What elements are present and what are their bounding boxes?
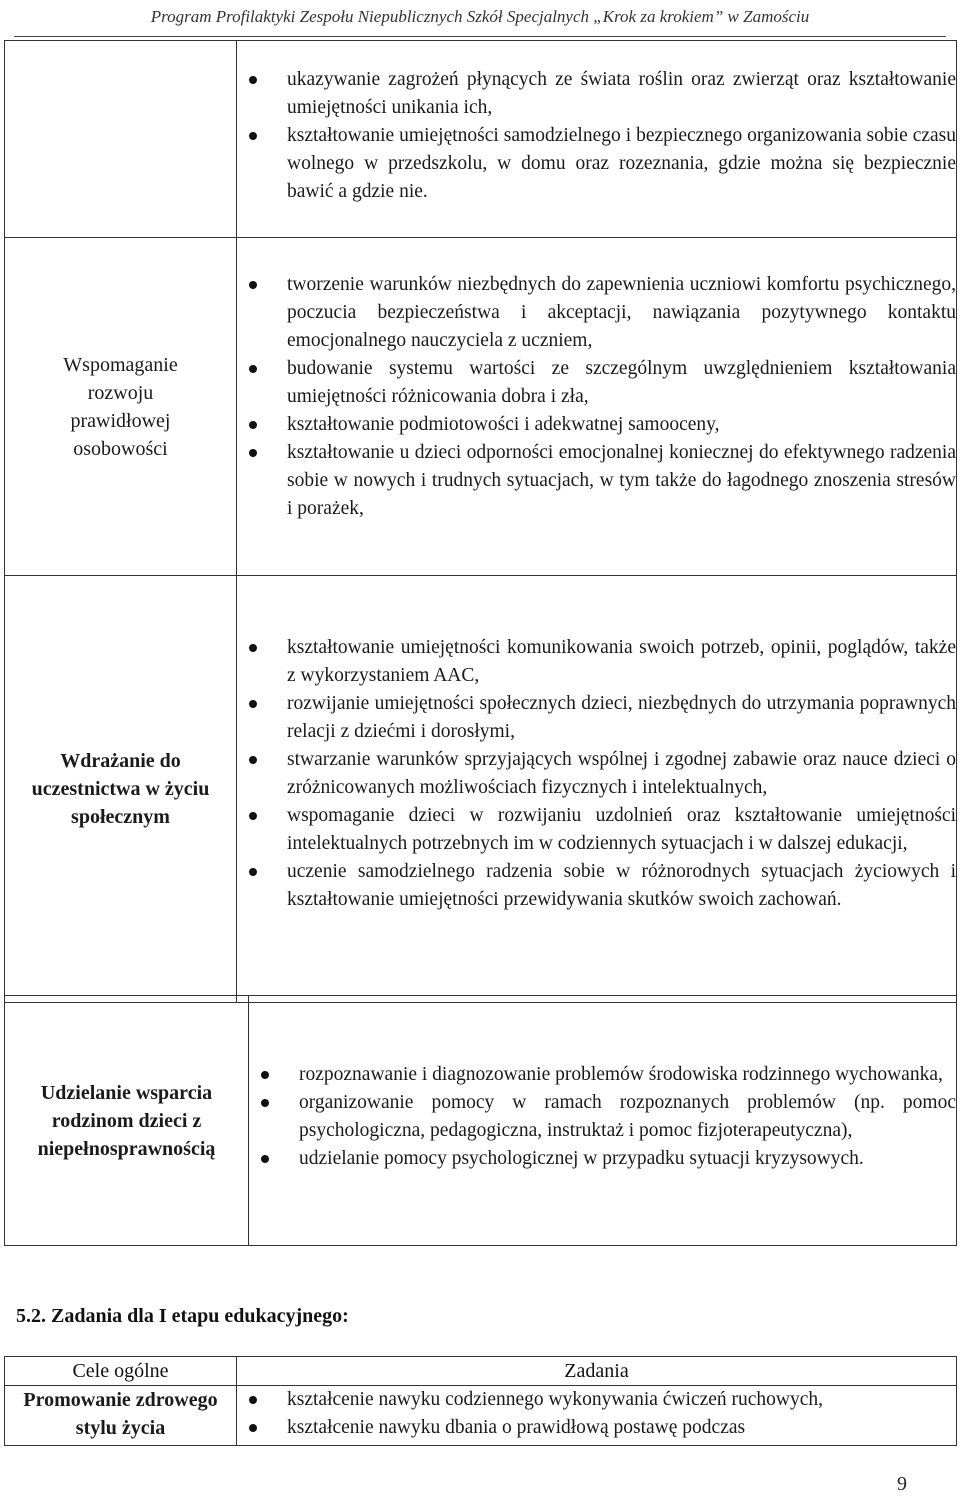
row-label-family: Udzielanie wsparcia rodzinom dzieci z niepełnosprawnością — [5, 996, 249, 1246]
row-label-social: Wdrażanie do uczestnictwa w życiu społecznym — [5, 576, 237, 1003]
bullet-icon — [261, 1155, 269, 1163]
bullet-icon — [249, 868, 257, 876]
table-row — [5, 996, 957, 1246]
table-row — [5, 238, 957, 576]
list-item: rozpoznawanie i diagnozowanie problemów środowiska rodzinnego wychowanka, — [249, 1061, 956, 1089]
bullet-icon — [261, 1071, 269, 1079]
table-row — [5, 576, 957, 1003]
column-header-goals: Cele ogólne — [5, 1357, 237, 1386]
goals-table-1 — [4, 40, 957, 1003]
bullet-icon — [249, 812, 257, 820]
row-tasks — [237, 238, 957, 576]
bullet-icon — [249, 365, 257, 373]
list-item: stwarzanie warunków sprzyjających wspólnej i zgodnej zabawie oraz nauce dzieci o zróżnicowanych możliwościach fizycznych i intelektualnych, — [237, 746, 956, 802]
list-item: uczenie samodzielnego radzenia sobie w różnorodnych sytuacjach życiowych i kształtowanie umiejętności przewidywania skutków swoich zachowań. — [237, 858, 956, 914]
list-item: kształtowanie u dzieci odporności emocjonalnej koniecznej do efektywnego radzenia sobie w nowych i trudnych sytuacjach, w tym także do łagodnego znoszenia stresów i porażek, — [237, 439, 956, 523]
list-item: kształcenie nawyku dbania o prawidłową postawę podczas — [237, 1414, 956, 1442]
row-label-personality: Wspomaganie rozwoju prawidłowej osobowości — [5, 238, 237, 576]
row-tasks — [249, 996, 957, 1246]
row-tasks — [237, 1386, 957, 1446]
list-item: rozwijanie umiejętności społecznych dzieci, niezbędnych do utrzymania poprawnych relacji z dziećmi i dorosłymi, — [237, 690, 956, 746]
list-item: kształtowanie umiejętności samodzielnego i bezpiecznego organizowania sobie czasu wolnego w przedszkolu, w domu oraz rozeznania, gdzie można się bezpiecznie bawić a gdzie nie. — [237, 122, 956, 206]
bullet-icon — [249, 281, 257, 289]
bullet-icon — [249, 644, 257, 652]
bullet-icon — [249, 1396, 257, 1404]
table-header-row — [5, 1357, 957, 1386]
list-item: kształcenie nawyku codziennego wykonywania ćwiczeń ruchowych, — [237, 1386, 956, 1414]
row-label-health: Promowanie zdrowego stylu życia — [5, 1386, 237, 1446]
page-header: Program Profilaktyki Zespołu Niepublicznych Szkół Specjalnych „Krok za krokiem” w Zamościu — [150, 7, 810, 26]
header-rule — [14, 36, 946, 37]
bullet-icon — [249, 756, 257, 764]
list-item: kształtowanie podmiotowości i adekwatnej samooceny, — [237, 411, 956, 439]
bullet-icon — [249, 700, 257, 708]
list-item: udzielanie pomocy psychologicznej w przypadku sytuacji kryzysowych. — [249, 1145, 956, 1173]
list-item: tworzenie warunków niezbędnych do zapewnienia uczniowi komfortu psychicznego, poczucia bezpieczeństwa i akceptacji, nawiązania pozytywnego kontaktu emocjonalnego nauczyciela z uczniem, — [237, 271, 956, 355]
row-tasks — [237, 41, 957, 238]
row-tasks — [237, 576, 957, 1003]
page-number: 9 — [897, 1473, 907, 1495]
list-item: kształtowanie umiejętności komunikowania swoich potrzeb, opinii, poglądów, także z wykorzystaniem AAC, — [237, 634, 956, 690]
family-support-table — [4, 995, 957, 1246]
table-row — [5, 41, 957, 238]
bullet-icon — [261, 1099, 269, 1107]
list-item: budowanie systemu wartości ze szczególnym uwzględnieniem kształtowania umiejętności różnicowania dobra i zła, — [237, 355, 956, 411]
stage-one-table — [4, 1356, 957, 1446]
bullet-icon — [249, 76, 257, 84]
bullet-icon — [249, 132, 257, 140]
bullet-icon — [249, 449, 257, 457]
bullet-icon — [249, 1424, 257, 1432]
list-item: organizowanie pomocy w ramach rozpoznanych problemów (np. pomoc psychologiczna, pedagogiczna, instruktaż i pomoc fizjoterapeutyczna), — [249, 1089, 956, 1145]
column-header-tasks: Zadania — [237, 1357, 957, 1386]
row-label — [5, 41, 237, 238]
bullet-icon — [249, 421, 257, 429]
list-item: ukazywanie zagrożeń płynących ze świata roślin oraz zwierząt oraz kształtowanie umiejętności unikania ich, — [237, 66, 956, 122]
list-item: wspomaganie dzieci w rozwijaniu uzdolnień oraz kształtowanie umiejętności intelektualnych potrzebnych im w codziennych sytuacjach i w dalszej edukacji, — [237, 802, 956, 858]
table-row — [5, 1386, 957, 1446]
section-title: 5.2. Zadania dla I etapu edukacyjnego: — [16, 1305, 349, 1327]
